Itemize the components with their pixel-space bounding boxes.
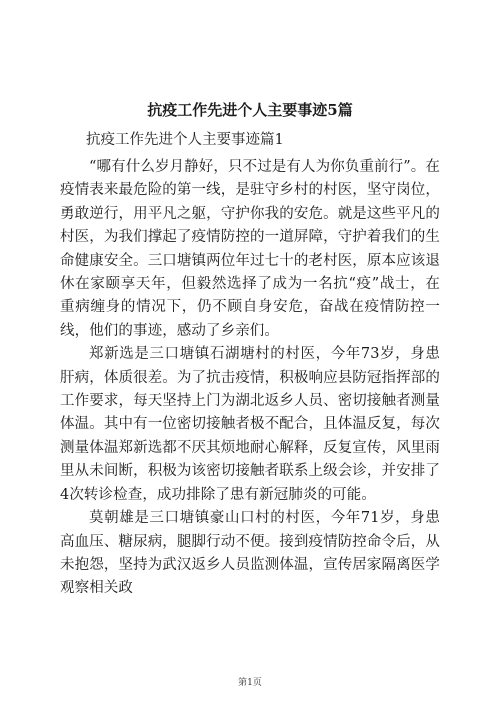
section-subtitle: 抗疫工作先进个人主要事迹篇1 — [86, 132, 284, 148]
paragraph: 莫朝雄是三口塘镇豪山口村的村医，今年71岁，身患高血压、糖尿病，腿脚行动不便。接到疫情防控命令后，从未抱怨，坚持为武汉返乡人员监测体温，宣传居家隔离医学观察相关政 — [60, 510, 440, 597]
paragraph: “哪有什么岁月静好，只不过是有人为你负重前行”。在疫情表来最危险的第一线，是驻守乡村的村医，坚守岗位，勇敢逆行，用平凡之躯，守护你我的安危。就是这些平凡的村医，为我们撑起了疫情防控的一道屏障，守护着我们的生命健康安全。三口塘镇两位年过七十的老村医，原本应该退休在家颐享天年，但毅然选择了成为一名抗“疫”战士，在重病缠身的情况下，仍不顾自身安危，奋战在疫情防控一线，他们的事迹，感动了乡亲们。 — [60, 159, 440, 339]
paragraph: 郑新选是三口塘镇石湖塘村的村医，今年73岁，身患肝病，体质很差。为了抗击疫情，积极响应县防冠指挥部的工作要求，每天坚持上门为湖北返乡人员、密切接触者测量体温。其中有一位密切接触者极不配合，且体温反复，每次测量体温郑新选都不厌其烦地耐心解释，反复宣传，风里雨里从未间断，积极为该密切接触者联系上级会诊，并安排了4次转诊检查，成功排除了患有新冠肺炎的可能。 — [60, 346, 440, 503]
page-number: 第1页 — [238, 678, 262, 688]
document-title: 抗疫工作先进个人主要事迹5篇 — [147, 101, 353, 119]
document-body — [60, 156, 440, 601]
